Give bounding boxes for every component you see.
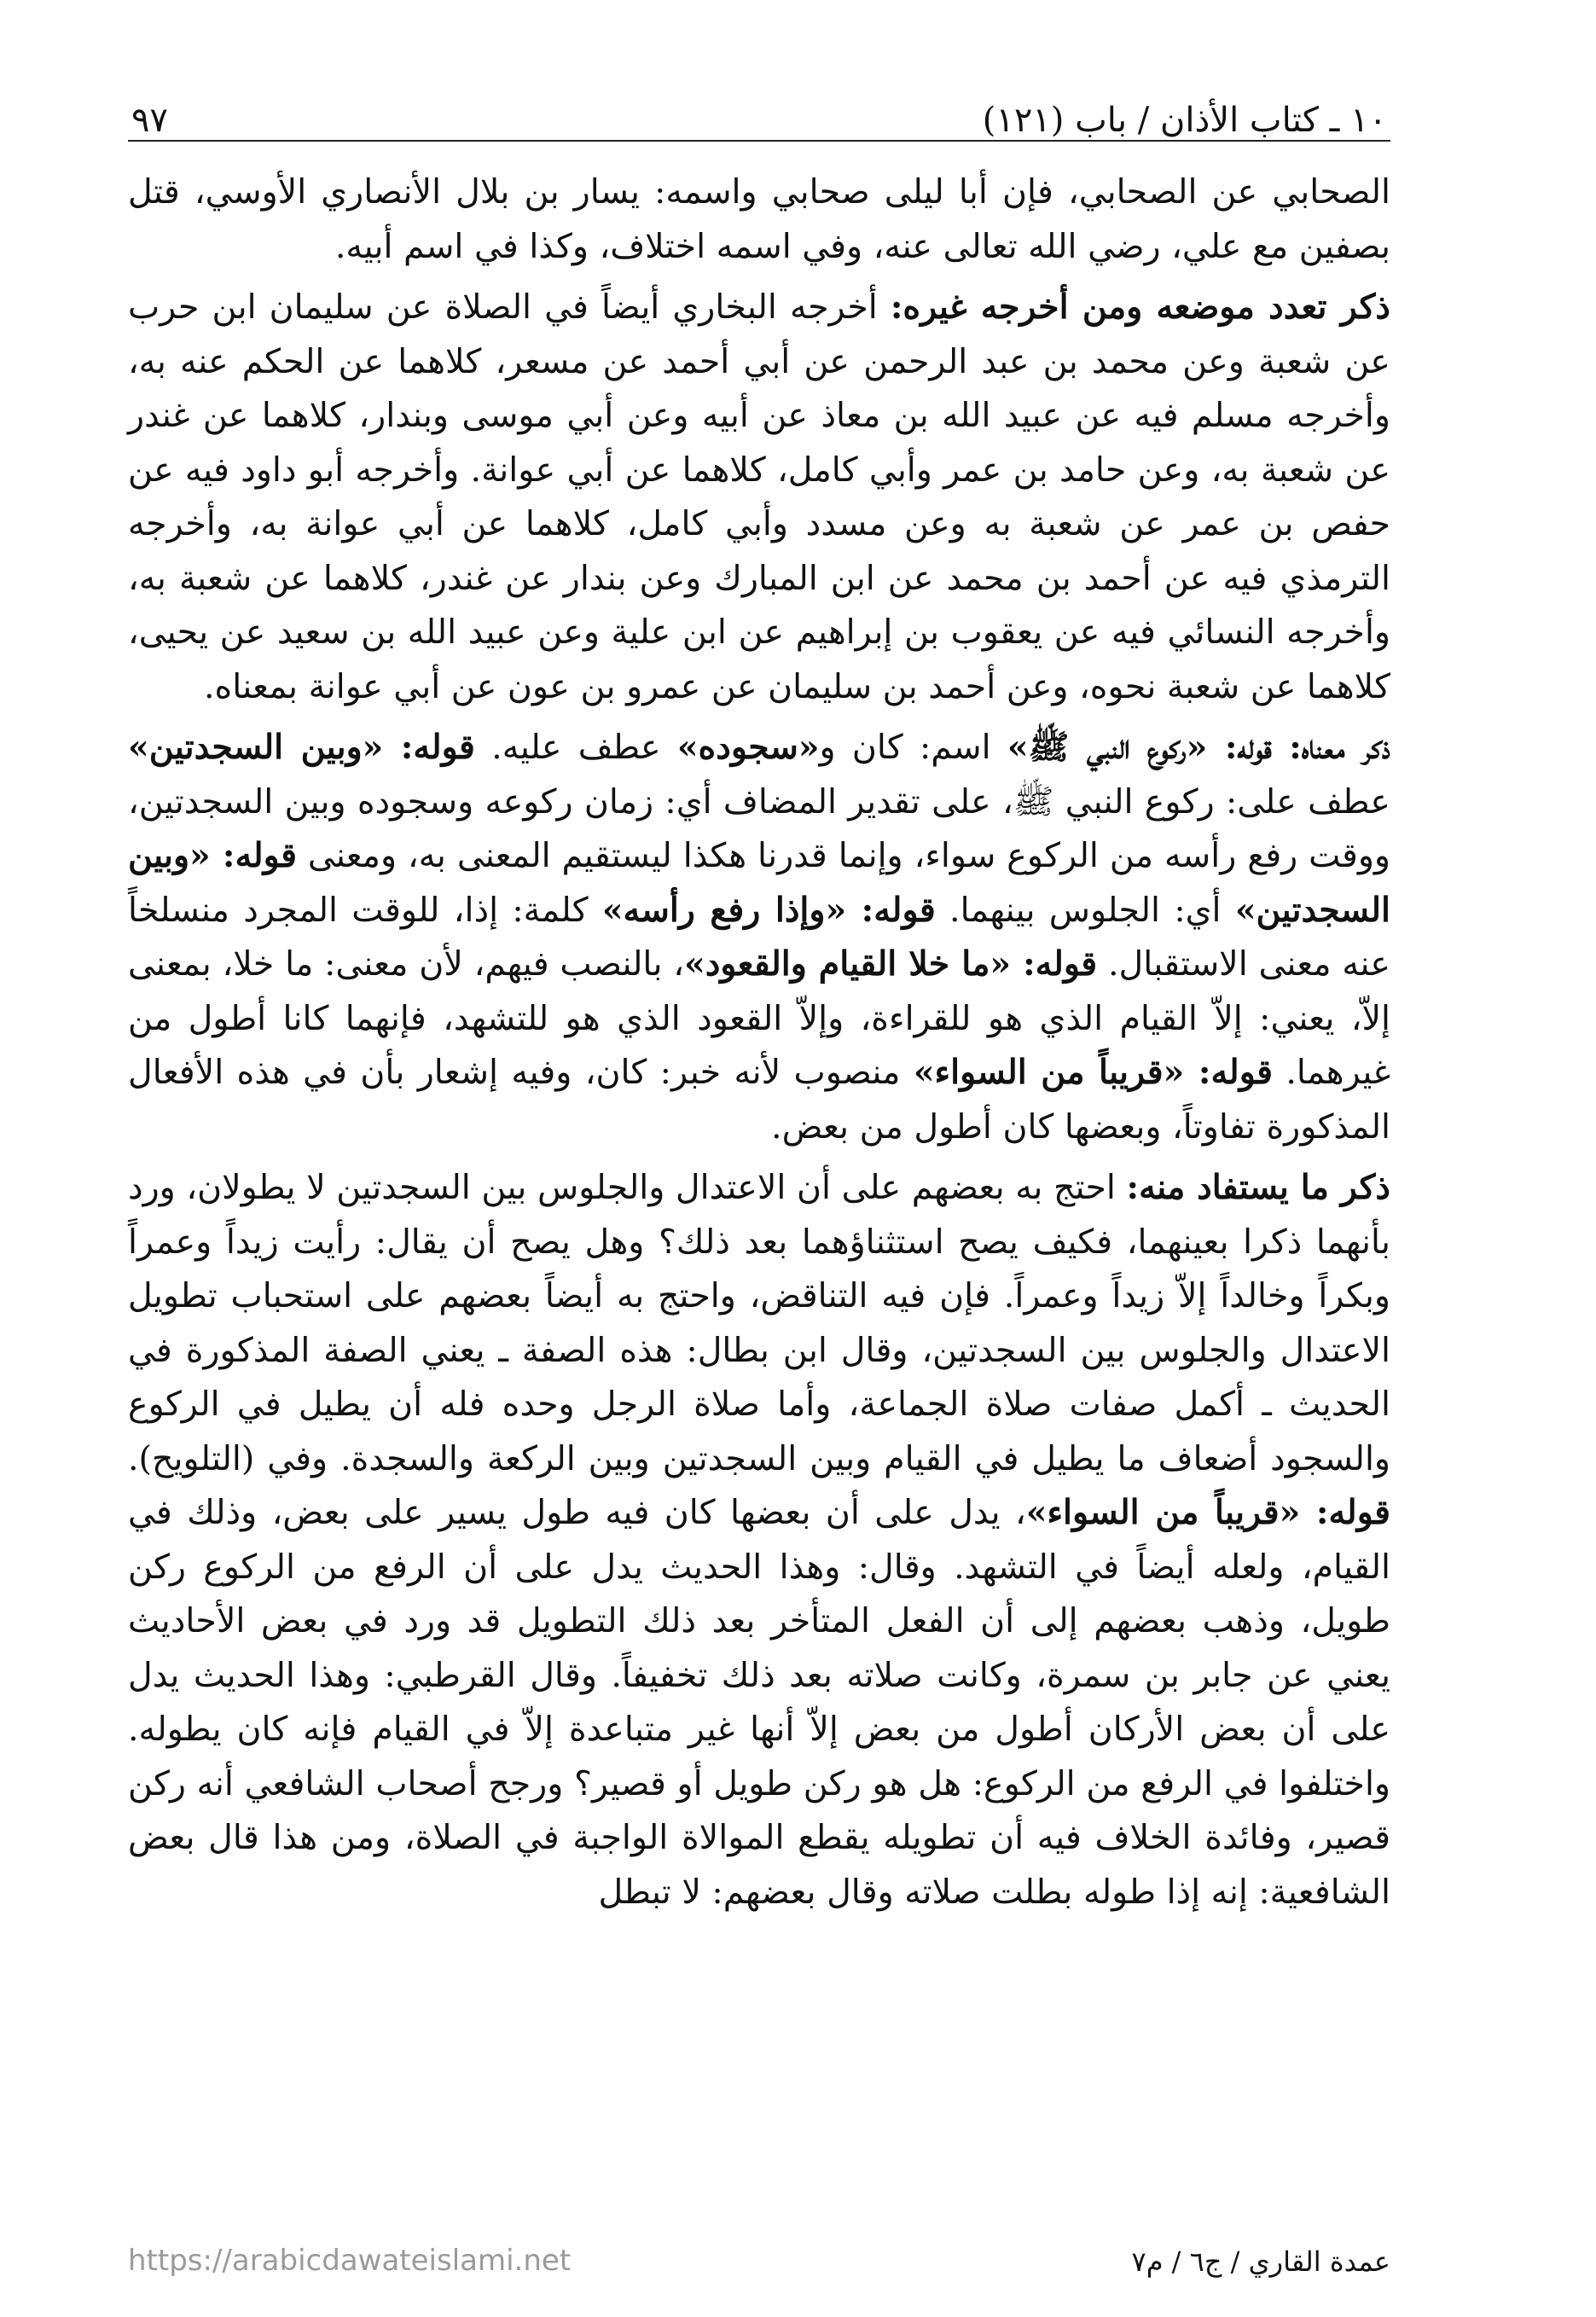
- source-reference: عمدة القاري / ج٦ / م٧: [1131, 2245, 1390, 2278]
- body-text: عطف عليه.: [474, 728, 677, 767]
- watermark-url[interactable]: https://arabicdawateislami.net: [128, 2244, 572, 2278]
- bold-heading-text: قوله: «وإذا رفع رأسه»: [601, 890, 936, 930]
- body-text: الصحابي عن الصحابي، فإن أبا ليلى صحابي واسمه: يسار بن بلال الأنصاري الأوسي، قتل بصفين مع علي، رضي الله تعالى عنه، وفي اسمه اختلاف، وكذا في اسم أبيه.: [128, 172, 1390, 266]
- bold-heading-text: قوله: «ما خلا القيام والقعود»: [684, 944, 1098, 984]
- body-text: منصوب لأنه خبر: كان، وفيه إشعار بأن في هذه الأفعال المذكورة تفاوتاً، وبعضها كان أطول من بعض.: [128, 1053, 1390, 1147]
- text-paragraph: [128, 1161, 1390, 1919]
- body-text: احتج به بعضهم على أن الاعتدال والجلوس بين السجدتين لا يطولان، ورد بأنهما ذكرا بعينهما، فكيف يصح استثناؤهما بعد ذلك؟ وهل يصح أن يقال: رأيت زيداً وعمراً وبكراً وخالداً إلاّ زيداً وعمراً. فإن فيه التناقض، واحتج به أيضاً بعضهم على استحباب تطويل الاعتدال والجلوس بين السجدتين، وقال ابن بطال: هذه الصفة ـ يعني الصفة المذكورة في الحديث ـ أكمل صفات صلاة الجماعة، وأما صلاة الرجل وحده فله أن يطيل في الركوع والسجود أضعاف ما يطيل في القيام وبين السجدتين وبين الركعة والسجدة. وفي (التلويح).: [128, 1168, 1390, 1478]
- body-text: أخرجه البخاري أيضاً في الصلاة عن سليمان ابن حرب عن شعبة وعن محمد بن عبد الرحمن عن أبي أحمد عن مسعر، كلاهما عن الحكم عنه به، وأخرجه مسلم فيه عن عبيد الله بن معاذ عن أبيه وعن أبي موسى وبندار، كلاهما عن غندر عن شعبة به، وعن حامد بن عمر وأبي كامل، كلاهما عن أبي عوانة. وأخرجه أبو داود فيه عن حفص بن عمر عن شعبة به وعن مسدد وأبي كامل، كلاهما عن أبي عوانة به، وأخرجه الترمذي فيه عن أحمد بن محمد عن ابن المبارك وعن بندار عن غندر، كلاهما عن شعبة به، وأخرجه النسائي فيه عن يعقوب بن إبراهيم عن ابن علية وعن عبيد الله بن سعيد عن يحيى، كلاهما عن شعبة نحوه، وعن أحمد بن سليمان عن عمرو بن عون عن أبي عوانة بمعناه.: [128, 287, 1390, 706]
- bold-heading-text: ذكر ما يستفاد منه:: [1126, 1168, 1390, 1207]
- bold-heading-text: قوله: «قريباً من السواء»: [913, 1053, 1274, 1092]
- bold-heading-text: قوله: «قريباً من السواء»: [1025, 1493, 1390, 1532]
- body-text: أي: الجلوس بينهما.: [935, 890, 1235, 930]
- page-header: [128, 68, 1390, 142]
- text-paragraph: [128, 166, 1390, 274]
- bold-heading-text: قوله: «وبين السجدتين»: [128, 728, 475, 767]
- chapter-title: ١٠ ـ كتاب الأذان / باب (١٢١): [982, 101, 1387, 140]
- body-text: كلمة: إذا، للوقت المجرد منسلخاً عنه معنى الاستقبال.: [128, 890, 1390, 984]
- bold-heading-text: قوله: «وبين السجدتين»: [128, 836, 1390, 930]
- text-paragraph: [128, 721, 1390, 1154]
- bold-heading-text: ذكر تعدد موضعه ومن أخرجه غيره:: [890, 287, 1390, 327]
- bold-heading-text: ذكر معناه: قوله: «ركوع النبي ﷺ»: [1007, 728, 1390, 767]
- body-text: ، يدل على أن بعضها كان فيه طول يسير على بعض، وذلك في القيام، ولعله أيضاً في التشهد. وقال: وهذا الحديث يدل على أن الرفع من الركوع ركن طويل، وذهب بعضهم إلى أن الفعل المتأخر بعد ذلك التطويل قد ورد في بعض الأحاديث يعني عن جابر بن سمرة، وكانت صلاته بعد ذلك تخفيفاً. وقال القرطبي: وهذا الحديث يدل على أن بعض الأركان أطول من بعض إلاّ أنها غير متباعدة إلاّ في القيام فإنه كان يطوله. واختلفوا في الرفع من الركوع: هل هو ركن طويل أو قصير؟ ورجح أصحاب الشافعي أنه ركن قصير، وفائدة الخلاف فيه أن تطويله يقطع الموالاة الواجبة في الصلاة، ومن هذا قال بعض الشافعية: إنه إذا طوله بطلت صلاته وقال بعضهم: لا تبطل: [128, 1493, 1390, 1912]
- text-paragraph: [128, 281, 1390, 714]
- page-number: ٩٧: [131, 101, 168, 140]
- page-body: [128, 142, 1390, 1919]
- page-footer: [128, 2244, 1390, 2278]
- body-text: ، بالنصب فيهم، لأن معنى: ما خلا، بمعنى إلاّ، يعني: إلاّ القيام الذي هو للقراءة، وإلاّ القعود الذي هو للتشهد، فإنهما كانا أطول من غيرهما.: [128, 944, 1391, 1092]
- body-text: عطف على: ركوع النبي ﷺ، على تقدير المضاف أي: زمان ركوعه وسجوده وبين السجدتين، ووقت رفع رأسه من الركوع سواء، وإنما قدرنا هكذا ليستقيم المعنى به، ومعنى: [128, 781, 1390, 875]
- body-text: اسم: كان و: [819, 728, 1007, 767]
- bold-heading-text: «سجوده»: [676, 728, 820, 767]
- book-page: [128, 68, 1391, 2278]
